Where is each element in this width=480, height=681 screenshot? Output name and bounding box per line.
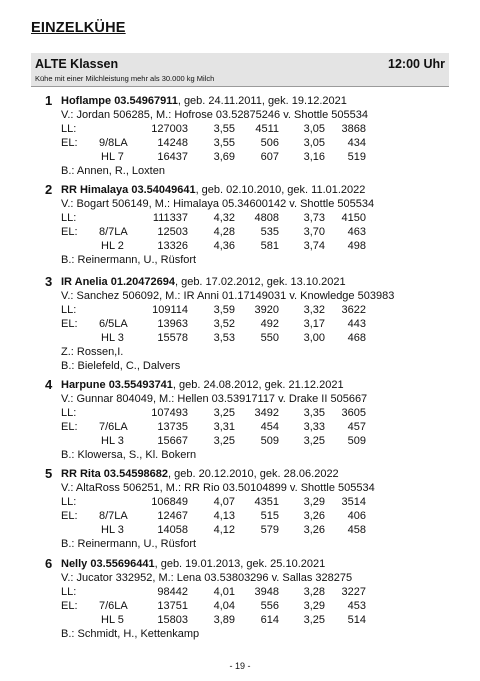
cow-name: Hoflampe — [61, 95, 112, 107]
entry-number: 6 — [45, 556, 53, 571]
extra-info: Z.: Rossen,I. — [61, 346, 124, 358]
protein-percent: 3,33 — [303, 421, 325, 433]
fat-kg: 3948 — [254, 586, 279, 598]
row-label: LL: — [61, 586, 77, 598]
fat-kg: 3920 — [254, 304, 279, 316]
cow-title-line — [61, 183, 365, 197]
fat-kg: 454 — [260, 421, 279, 433]
milk-kg: 13735 — [157, 421, 188, 433]
protein-percent: 3,26 — [303, 510, 325, 522]
protein-percent: 3,29 — [303, 496, 325, 508]
milk-kg: 107493 — [151, 407, 188, 419]
fat-percent: 4,01 — [213, 586, 235, 598]
protein-kg: 509 — [347, 435, 366, 447]
protein-percent: 3,32 — [303, 304, 325, 316]
milk-kg: 127003 — [151, 123, 188, 135]
breeder: B.: Bielefeld, C., Dalvers — [61, 360, 181, 372]
fat-kg: 581 — [260, 240, 279, 252]
fat-percent: 4,28 — [213, 226, 235, 238]
lactation-period: 9/8LA — [99, 137, 128, 149]
row-label: LL: — [61, 304, 77, 316]
cow-name: IR Anelia — [61, 276, 108, 288]
protein-kg: 514 — [347, 614, 366, 626]
breeder: B.: Reinermann, U., Rüsfort — [61, 538, 197, 550]
class-name: ALTE Klassen — [35, 57, 119, 71]
fat-percent: 3,25 — [213, 407, 235, 419]
breeder: B.: Reinermann, U., Rüsfort — [61, 254, 197, 266]
protein-kg: 3227 — [341, 586, 366, 598]
protein-percent: 3,25 — [303, 614, 325, 626]
protein-percent: 3,70 — [303, 226, 325, 238]
fat-kg: 515 — [260, 510, 279, 522]
class-header — [31, 53, 449, 87]
pedigree: V.: Jucator 332952, M.: Lena 03.53803296 v. Sallas 328275 — [61, 572, 353, 584]
fat-kg: 492 — [260, 318, 279, 330]
cow-id: 03.54967911 — [114, 95, 178, 107]
lactation-period: HL 3 — [101, 524, 124, 536]
fat-percent: 3,53 — [213, 332, 235, 344]
page-title: EINZELKÜHE — [31, 20, 126, 36]
pedigree: V.: Bogart 506149, M.: Himalaya 05.34600142 v. Shottle 505534 — [61, 198, 375, 210]
row-label: EL: — [61, 510, 78, 522]
cow-title-line — [61, 94, 347, 108]
protein-percent: 3,35 — [303, 407, 325, 419]
cow-name: Nelly — [61, 558, 88, 570]
milk-kg: 111337 — [152, 212, 188, 224]
protein-percent: 3,17 — [303, 318, 325, 330]
pedigree: V.: AltaRoss 506251, M.: RR Rio 03.50104899 v. Shottle 505534 — [61, 482, 375, 494]
protein-kg: 463 — [347, 226, 366, 238]
cow-dates: , geb. 02.10.2010, gek. 11.01.2022 — [195, 184, 366, 196]
milk-kg: 13326 — [157, 240, 188, 252]
pedigree: V.: Sanchez 506092, M.: IR Anni 01.17149031 v. Knowledge 503983 — [61, 290, 395, 302]
fat-percent: 4,32 — [213, 212, 235, 224]
fat-percent: 3,55 — [213, 123, 235, 135]
cow-title-line — [61, 378, 344, 392]
fat-percent: 3,31 — [213, 421, 235, 433]
fat-percent: 4,36 — [213, 240, 235, 252]
cow-name: RR Rita — [61, 468, 101, 480]
lactation-period: HL 2 — [101, 240, 124, 252]
breeder: B.: Schmidt, H., Kettenkamp — [61, 628, 200, 640]
fat-kg: 550 — [260, 332, 279, 344]
protein-kg: 3622 — [341, 304, 366, 316]
fat-percent: 3,25 — [213, 435, 235, 447]
milk-kg: 16437 — [157, 151, 188, 163]
cow-dates: , geb. 19.01.2013, gek. 25.10.2021 — [154, 558, 326, 570]
row-label: LL: — [61, 496, 77, 508]
cow-id: 03.54049641 — [131, 184, 196, 196]
lactation-period: 7/6LA — [99, 421, 128, 433]
protein-percent: 3,05 — [303, 137, 325, 149]
page-number: - 19 - — [229, 661, 251, 671]
protein-percent: 3,29 — [303, 600, 325, 612]
cow-id: 03.54598682 — [103, 468, 169, 480]
fat-kg: 4511 — [255, 123, 279, 135]
milk-kg: 13751 — [157, 600, 188, 612]
protein-kg: 453 — [347, 600, 366, 612]
milk-kg: 14058 — [157, 524, 188, 536]
milk-kg: 12467 — [157, 510, 188, 522]
cow-id: 03.55493741 — [108, 379, 173, 391]
fat-percent: 3,89 — [213, 614, 235, 626]
protein-kg: 443 — [347, 318, 366, 330]
milk-kg: 15578 — [157, 332, 188, 344]
entry-number: 1 — [45, 93, 53, 108]
lactation-period: 7/6LA — [99, 600, 128, 612]
protein-percent: 3,26 — [303, 524, 325, 536]
protein-kg: 498 — [347, 240, 366, 252]
class-note: Kühe mit einer Milchleistung mehr als 30.000 kg Milch — [35, 74, 215, 83]
protein-kg: 434 — [347, 137, 366, 149]
milk-kg: 15803 — [157, 614, 188, 626]
fat-percent: 4,12 — [213, 524, 235, 536]
lactation-period: 8/7LA — [99, 510, 128, 522]
cow-title-line — [61, 557, 325, 571]
protein-kg: 457 — [347, 421, 366, 433]
milk-kg: 109114 — [152, 304, 188, 316]
breeder: B.: Annen, R., Loxten — [61, 165, 165, 177]
fat-percent: 3,52 — [213, 318, 235, 330]
cow-title-line — [61, 467, 339, 481]
cow-dates: , geb. 24.11.2011, gek. 19.12.2021 — [177, 95, 347, 107]
cow-dates: , geb. 17.02.2012, gek. 13.10.2021 — [174, 276, 346, 288]
protein-kg: 4150 — [341, 212, 366, 224]
fat-kg: 3492 — [254, 407, 279, 419]
entry-number: 2 — [45, 182, 53, 197]
fat-percent: 4,04 — [213, 600, 235, 612]
protein-percent: 3,25 — [303, 435, 325, 447]
fat-percent: 3,69 — [213, 151, 235, 163]
cow-dates: , geb. 20.12.2010, gek. 28.06.2022 — [168, 468, 339, 480]
fat-percent: 4,07 — [213, 496, 235, 508]
protein-kg: 406 — [347, 510, 366, 522]
protein-kg: 519 — [347, 151, 366, 163]
fat-kg: 506 — [260, 137, 279, 149]
fat-kg: 509 — [260, 435, 279, 447]
pedigree: V.: Jordan 506285, M.: Hofrose 03.52875246 v. Shottle 505534 — [61, 109, 369, 121]
protein-percent: 3,05 — [303, 123, 325, 135]
entry-number: 5 — [45, 466, 53, 481]
lactation-period: HL 5 — [101, 614, 124, 626]
milk-kg: 98442 — [157, 586, 188, 598]
milk-kg: 106849 — [151, 496, 188, 508]
row-label: EL: — [61, 226, 78, 238]
protein-percent: 3,28 — [303, 586, 325, 598]
protein-kg: 458 — [347, 524, 366, 536]
protein-percent: 3,00 — [303, 332, 325, 344]
protein-kg: 468 — [347, 332, 366, 344]
protein-percent: 3,73 — [303, 212, 325, 224]
row-label: EL: — [61, 600, 78, 612]
protein-percent: 3,74 — [303, 240, 325, 252]
row-label: EL: — [61, 318, 78, 330]
fat-kg: 4808 — [254, 212, 279, 224]
entry-number: 3 — [45, 274, 53, 289]
row-label: LL: — [61, 123, 77, 135]
protein-percent: 3,16 — [303, 151, 325, 163]
entry-number: 4 — [45, 377, 53, 392]
pedigree: V.: Gunnar 804049, M.: Hellen 03.53917117 v. Drake II 505667 — [61, 393, 368, 405]
lactation-period: HL 7 — [101, 151, 124, 163]
protein-kg: 3605 — [341, 407, 366, 419]
protein-kg: 3868 — [341, 123, 366, 135]
lactation-period: HL 3 — [101, 332, 124, 344]
row-label: LL: — [61, 212, 77, 224]
cow-id: 03.55696441 — [90, 558, 155, 570]
fat-kg: 556 — [260, 600, 279, 612]
protein-kg: 3514 — [341, 496, 366, 508]
cow-dates: , geb. 24.08.2012, gek. 21.12.2021 — [172, 379, 344, 391]
cow-name: RR Himalaya — [61, 184, 129, 196]
cow-name: Harpune — [61, 379, 106, 391]
fat-kg: 607 — [260, 151, 279, 163]
lactation-period: HL 3 — [101, 435, 124, 447]
row-label: EL: — [61, 421, 78, 433]
cow-title-line — [61, 275, 346, 289]
fat-kg: 579 — [260, 524, 279, 536]
fat-kg: 4351 — [254, 496, 279, 508]
lactation-period: 8/7LA — [99, 226, 128, 238]
fat-percent: 4,13 — [213, 510, 235, 522]
fat-kg: 614 — [260, 614, 279, 626]
row-label: EL: — [61, 137, 78, 149]
milk-kg: 12503 — [157, 226, 188, 238]
milk-kg: 14248 — [157, 137, 188, 149]
milk-kg: 13963 — [157, 318, 188, 330]
lactation-period: 6/5LA — [99, 318, 128, 330]
class-time: 12:00 Uhr — [388, 57, 445, 71]
breeder: B.: Klowersa, S., Kl. Bokern — [61, 449, 197, 461]
row-label: LL: — [61, 407, 77, 419]
fat-kg: 535 — [260, 226, 279, 238]
cow-id: 01.20472694 — [110, 276, 175, 288]
milk-kg: 15667 — [157, 435, 188, 447]
fat-percent: 3,55 — [213, 137, 235, 149]
fat-percent: 3,59 — [213, 304, 235, 316]
